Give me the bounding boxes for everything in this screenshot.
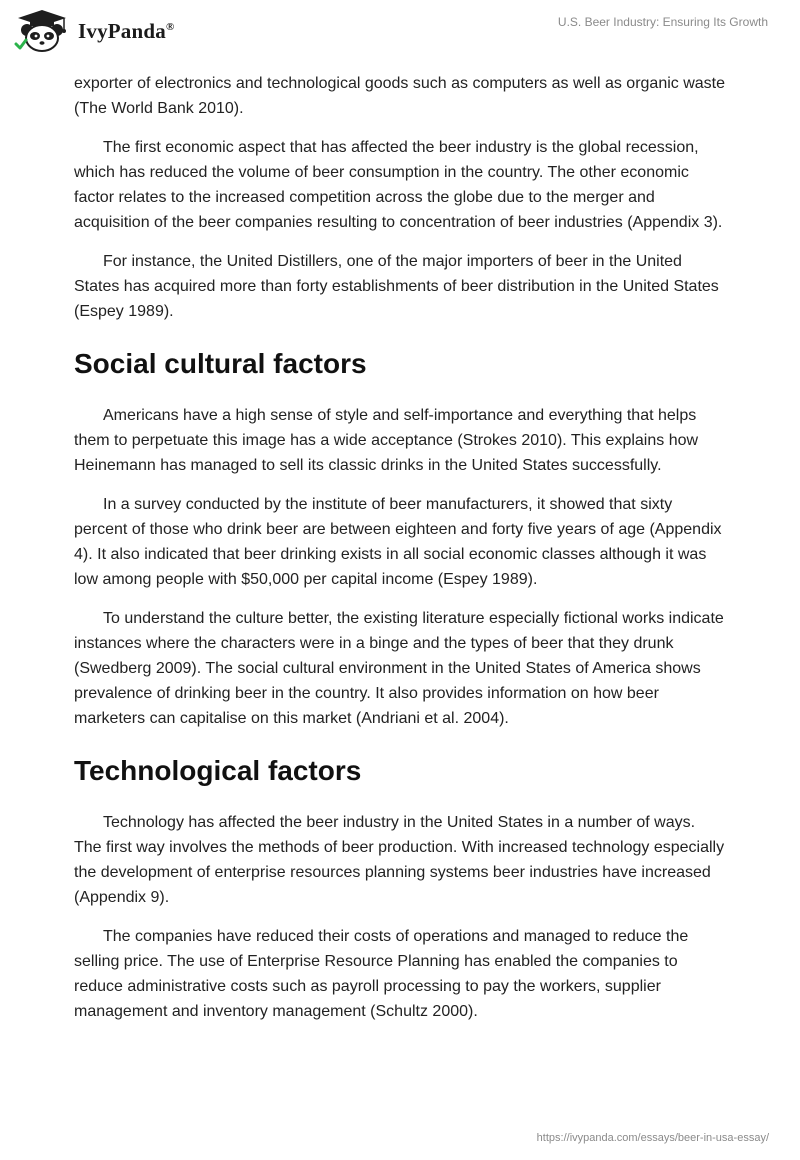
document-title: U.S. Beer Industry: Ensuring Its Growth: [557, 15, 768, 29]
source-url-link[interactable]: https://ivypanda.com/essays/beer-in-usa-essay/: [536, 1132, 769, 1144]
paragraph: For instance, the United Distillers, one of the major importers of beer in the United States has acquired more than forty establishments of beer distribution in the United States (Espey 1989).: [74, 253, 719, 320]
ivypanda-logo[interactable]: [14, 8, 174, 54]
paragraph: The companies have reduced their costs of operations and managed to reduce the selling price. The use of Enterprise Resource Planning has enabled the companies to reduce administrative costs such as payroll processing to pay the workers, supplier management and inventory management (Schultz 2000).: [74, 928, 689, 1020]
paragraph: exporter of electronics and technological goods such as computers as well as organic waste (The World Bank 2010).: [74, 75, 726, 117]
page-header: [0, 0, 800, 70]
brand-name: IvyPanda®: [78, 18, 175, 43]
panda-graduate-icon: [14, 8, 70, 54]
paragraph: In a survey conducted by the institute of beer manufacturers, it showed that sixty percent of those who drink beer are between eighteen and forty five years of age (Appendix 4). It also indicated that beer drinking exists in all social economic classes although it was low among people with $50,000 per capital income (Espey 1989).: [74, 496, 722, 588]
paragraph: Americans have a high sense of style and self-importance and everything that helps them to perpetuate this image has a wide acceptance (Strokes 2010). This explains how Heinemann has managed to sell its classic drinks in the United States successfully.: [74, 407, 699, 474]
paragraph: The first economic aspect that has affected the beer industry is the global recession, which has reduced the volume of beer consumption in the country. The other economic factor relates to the increased competition across the globe due to the merger and acquisition of the beer companies resulting to concentration of beer industries (Appendix 3).: [74, 139, 723, 231]
paragraph: To understand the culture better, the existing literature especially fictional works indicate instances where the characters were in a binge and the types of beer that they drunk (Swedberg 2009). The social cultural environment in the United States of America shows prevalence of drinking beer in the country. It also provides information on how beer marketers can capitalise on this market (Andriani et al. 2004).: [74, 610, 724, 727]
paragraph: Technology has affected the beer industry in the United States in a number of ways. The first way involves the methods of beer production. With increased technology especially the development of enterprise resources planning systems beer industries have increased (Appendix 9).: [74, 814, 725, 906]
section-heading-technological: Technological factors: [74, 755, 362, 786]
section-heading-social: Social cultural factors: [74, 348, 367, 379]
essay-content: [74, 71, 726, 1038]
